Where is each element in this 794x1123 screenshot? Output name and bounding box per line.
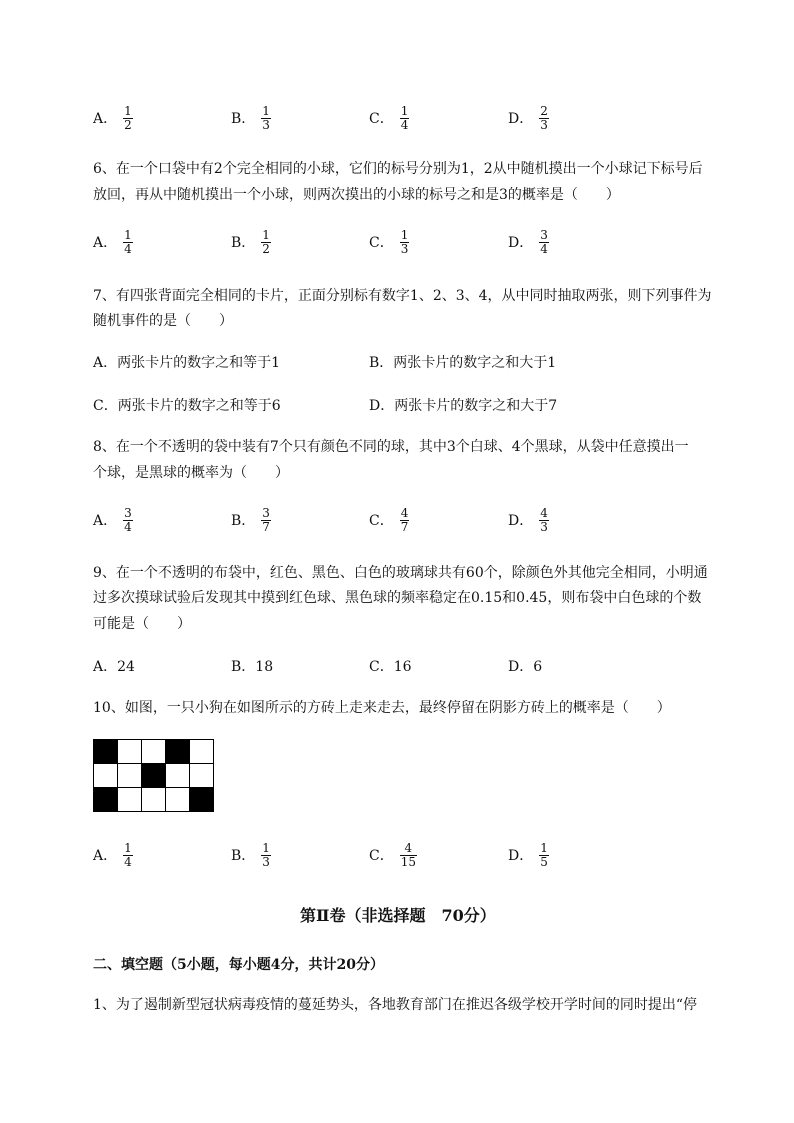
tile-grid-figure (93, 739, 214, 812)
q6-option-a: A． $\frac{1}{4}$ (93, 227, 132, 256)
q5-option-a: A． $\frac{1}{2}$ (93, 103, 132, 132)
tile-row (94, 740, 214, 764)
q10-option-c: C． $\frac{4}{15}$ (369, 840, 416, 869)
fraction: $\frac{1}{2}$ (124, 103, 132, 132)
fraction: $\frac{1}{3}$ (262, 840, 270, 869)
q10-option-b: B． $\frac{1}{3}$ (231, 840, 270, 869)
fill-q1-line1: 1、为了遏制新型冠状病毒疫情的蔓延势头，各地教育部门在推迟各级学校开学时间的同时提出“停 (93, 997, 698, 1013)
q9-stem-line1: 9、在一个不透明的布袋中，红色、黑色、白色的玻璃球共有60个，除颜色外其他完全相同，小明通 (93, 565, 708, 581)
fraction: $\frac{2}{3}$ (540, 103, 548, 132)
fraction: $\frac{1}{4}$ (124, 227, 132, 256)
fraction: $\frac{1}{2}$ (262, 227, 270, 256)
section-heading: 二、填空题（5小题，每小题4分，共计20分） (93, 957, 384, 973)
white-tile (94, 764, 118, 788)
shaded-tile (94, 788, 118, 812)
tile-row (94, 788, 214, 812)
white-tile (166, 788, 190, 812)
q10-option-a: A． $\frac{1}{4}$ (93, 840, 132, 869)
q8-stem-line1: 8、在一个不透明的袋中装有7个只有颜色不同的球，其中3个白球、4个黑球，从袋中任意摸出一 (93, 439, 689, 455)
tile-row (94, 764, 214, 788)
q7-stem-line2: 随机事件的是（ ） (93, 313, 233, 329)
shaded-tile (94, 740, 118, 764)
white-tile (118, 740, 142, 764)
q7-option-c: C．两张卡片的数字之和等于6 (93, 398, 281, 414)
fraction: $\frac{3}{4}$ (540, 227, 548, 256)
q7-option-b: B．两张卡片的数字之和大于1 (369, 355, 557, 371)
q9-option-d: D．6 (508, 659, 543, 675)
q5-option-b: B． $\frac{1}{3}$ (231, 103, 270, 132)
q9-stem-line2: 过多次摸球试验后发现其中摸到红色球、黑色球的频率稳定在0.15和0.45，则布袋中白色球的个数 (93, 590, 702, 606)
q10-stem-line1: 10、如图，一只小狗在如图所示的方砖上走来走去，最终停留在阴影方砖上的概率是（ ） (93, 700, 671, 716)
fraction: $\frac{3}{7}$ (262, 505, 270, 534)
section-title: 第Ⅱ卷（非选择题 70分） (300, 906, 496, 925)
q7-option-d: D．两张卡片的数字之和大于7 (369, 398, 558, 414)
fraction: $\frac{1}{3}$ (400, 227, 409, 256)
q8-option-b: B． $\frac{3}{7}$ (231, 505, 270, 534)
fraction: $\frac{3}{4}$ (124, 505, 132, 534)
q8-stem-line2: 个球，是黑球的概率为（ ） (93, 465, 289, 481)
q9-option-a: A．24 (93, 659, 135, 675)
q8-option-a: A． $\frac{3}{4}$ (93, 505, 132, 534)
white-tile (142, 788, 166, 812)
white-tile (118, 764, 142, 788)
white-tile (190, 740, 214, 764)
white-tile (166, 764, 190, 788)
q8-option-d: D． $\frac{4}{3}$ (508, 505, 548, 534)
fraction: $\frac{1}{5}$ (540, 840, 548, 869)
q6-option-d: D． $\frac{3}{4}$ (508, 227, 548, 256)
q5-option-c: C． $\frac{1}{4}$ (369, 103, 409, 132)
fraction: $\frac{1}{4}$ (124, 840, 132, 869)
shaded-tile (142, 764, 166, 788)
white-tile (142, 740, 166, 764)
fraction: $\frac{4}{3}$ (540, 505, 548, 534)
q10-option-d: D． $\frac{1}{5}$ (508, 840, 548, 869)
fraction: $\frac{1}{4}$ (400, 103, 409, 132)
fraction: $\frac{4}{15}$ (400, 840, 416, 869)
shaded-tile (190, 788, 214, 812)
fraction: $\frac{4}{7}$ (400, 505, 409, 534)
shaded-tile (166, 740, 190, 764)
q9-option-b: B．18 (231, 659, 274, 675)
q7-option-a: A．两张卡片的数字之和等于1 (93, 355, 281, 371)
q8-option-c: C． $\frac{4}{7}$ (369, 505, 409, 534)
q6-option-c: C． $\frac{1}{3}$ (369, 227, 409, 256)
q6-option-b: B． $\frac{1}{2}$ (231, 227, 270, 256)
q7-stem-line1: 7、有四张背面完全相同的卡片，正面分别标有数字1、2、3、4，从中同时抽取两张，则下列事件为 (93, 288, 712, 304)
fraction: $\frac{1}{3}$ (262, 103, 270, 132)
white-tile (118, 788, 142, 812)
q9-stem-line3: 可能是（ ） (93, 616, 191, 632)
q5-option-d: D． $\frac{2}{3}$ (508, 103, 548, 132)
q6-stem-line1: 6、在一个口袋中有2个完全相同的小球，它们的标号分别为1，2从中随机摸出一个小球记下标号后 (93, 161, 703, 177)
q6-stem-line2: 放回，再从中随机摸出一个小球，则两次摸出的小球的标号之和是3的概率是（ ） (93, 187, 620, 203)
q9-option-c: C．16 (369, 659, 412, 675)
white-tile (190, 764, 214, 788)
